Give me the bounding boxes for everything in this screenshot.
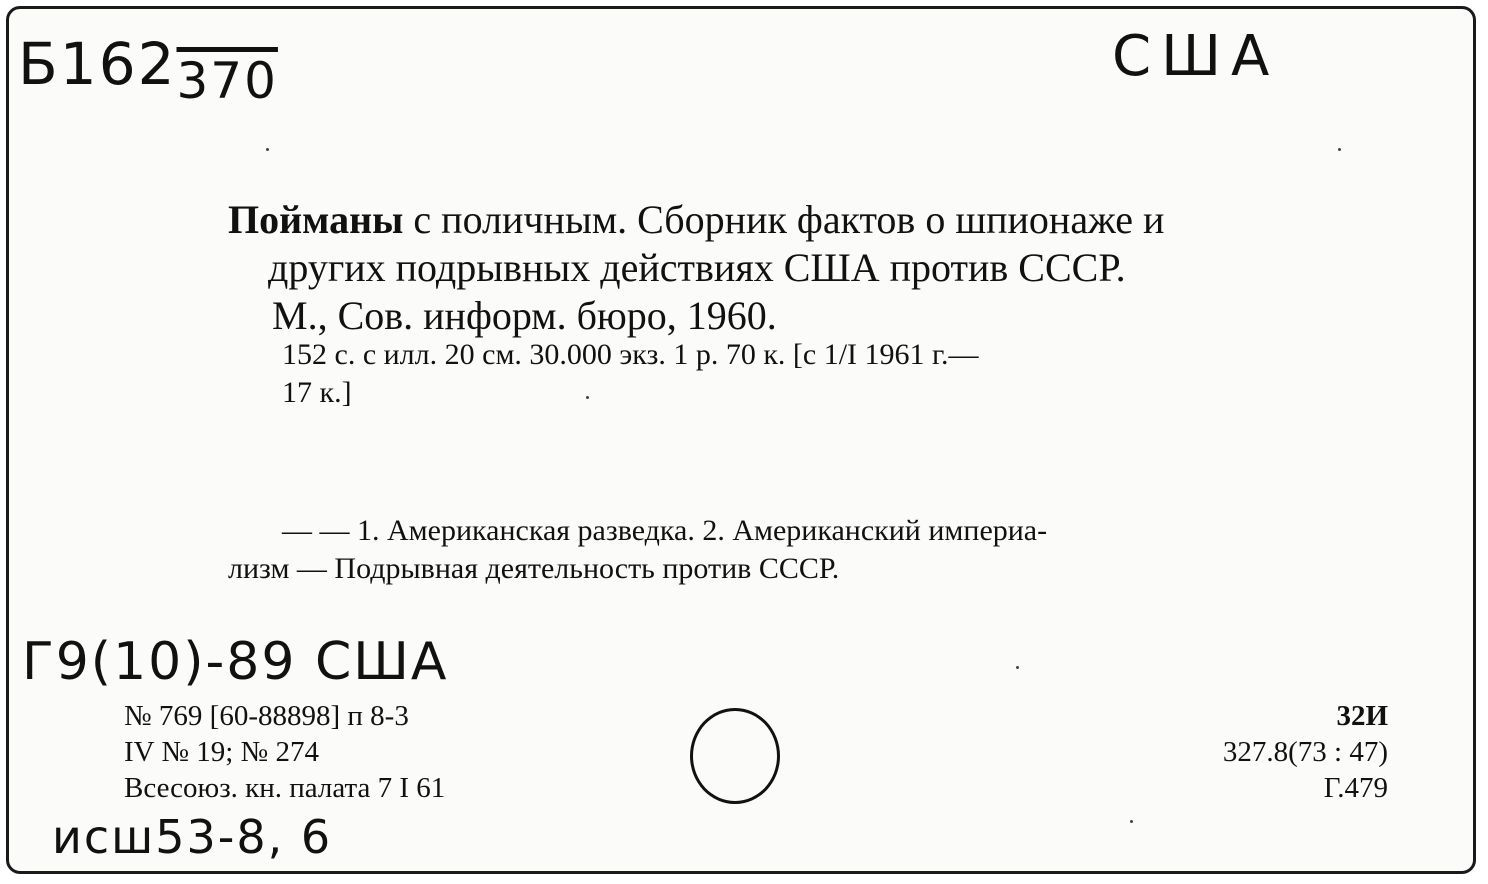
handwritten-code: Б162 [18,30,177,98]
scan-speck [586,396,589,399]
entry-physical-line1: 152 с. с илл. 20 см. 30.000 экз. 1 р. 70 к. [с 1/I 1961 г.— [282,338,979,371]
footer-index: 32И [1336,700,1388,732]
footer-udc: 327.8(73 : 47) [1222,736,1388,768]
handwritten-country: США [1112,24,1280,89]
footer-author-mark: Г.479 [1323,772,1388,804]
handwritten-class-mark: Г9(10)-89 США [22,632,449,692]
card-hole [690,708,780,804]
footer-chamber: Всесоюз. кн. палата 7 I 61 [124,772,446,804]
entry-title-line2: других подрывных действиях США против СССР. [268,245,1126,290]
scan-speck [1130,820,1133,823]
footer-series: IV № 19; № 274 [124,736,319,768]
entry-subjects-line2: лизм — Подрывная деятельность против СССР. [228,552,840,585]
entry-title-rest: с поличным. Сборник фактов о шпионаже и [403,197,1165,242]
scan-speck [1338,148,1341,151]
scan-speck [266,148,269,151]
footer-record-number: № 769 [60-88898] п 8-3 [124,700,409,732]
scan-speck [1016,666,1019,669]
entry-title-heading: Пойманы [228,197,404,242]
entry-physical-line2: 17 к.] [282,376,352,409]
entry-subjects-line1: — — 1. Американская разведка. 2. Американский империа- [282,514,1048,547]
entry-title-line1 [228,196,1164,243]
entry-imprint: М., Сов. информ. бюро, 1960. [272,293,777,338]
handwritten-bottom-code: исш53-8, 6 [52,810,333,864]
handwritten-number: 370 [176,52,278,110]
handwritten-shelf-code [18,30,278,110]
